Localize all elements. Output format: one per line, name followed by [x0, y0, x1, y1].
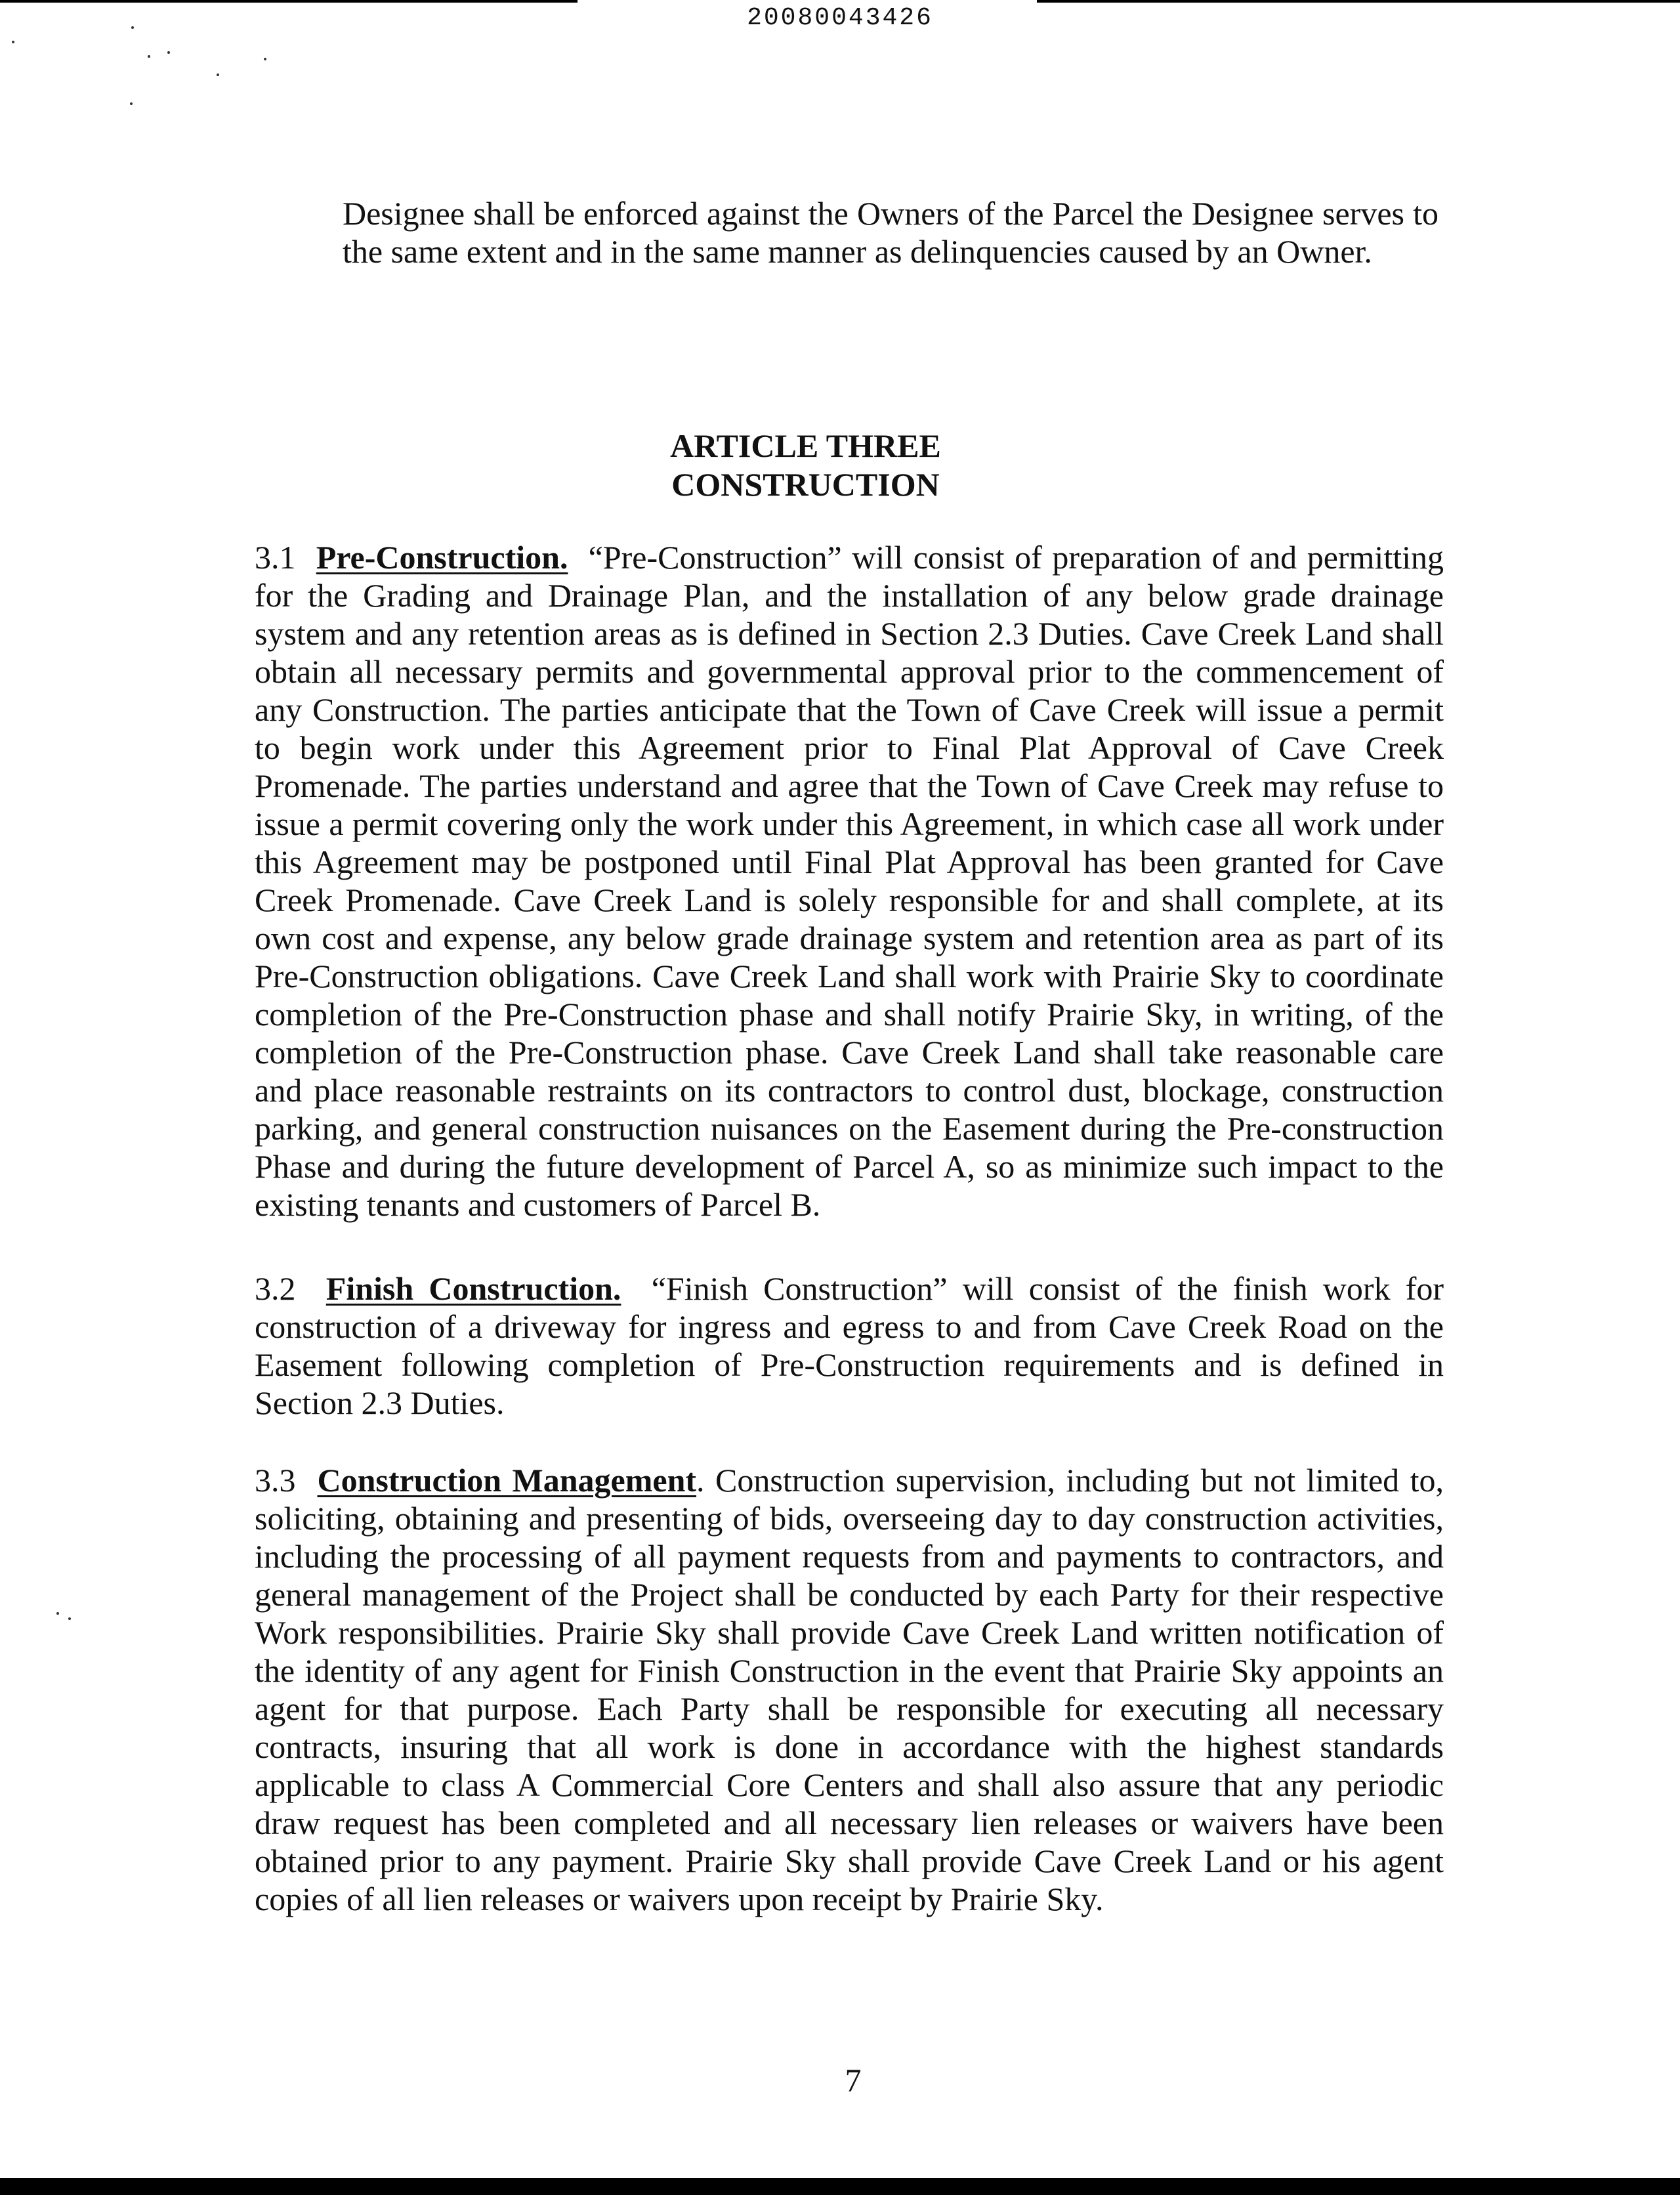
scan-speck: [12, 41, 14, 43]
section-text: “Pre-Construction” will consist of preparation of and permitting for the Grading and Drainage Plan, and the installation of any below grade drainage system and any retention areas as is defined in Section 2.3 Duties. Cave Creek Land shall obtain all necessary permits and governmental approval prior to the commencement of any Construction. The parties anticipate that the Town of Cave Creek will issue a permit to begin work under this Agreement prior to Final Plat Approval of Cave Creek Promenade. The parties understand and agree that the Town of Cave Creek may refuse to issue a permit covering only the work under this Agreement, in which case all work under this Agreement may be postponed until Final Plat Approval has been granted for Cave Creek Promenade. Cave Creek Land is solely responsible for and shall complete, at its own cost and expense, any below grade drainage system and retention area as part of its Pre-Construction obligations. Cave Creek Land shall work with Prairie Sky to coordinate completion of the Pre-Construction phase and shall notify Prairie Sky, in writing, of the completion of the Pre-Construction phase. Cave Creek Land shall take reasonable care and place reasonable restraints on its contractors to control dust, blockage, construction parking, and general construction nuisances on the Easement during the Pre-construction Phase and during the future development of Parcel A, so as minimize such impact to the existing tenants and customers of Parcel B.: [255, 539, 1444, 1223]
scan-speck: [56, 1612, 59, 1615]
carryover-paragraph: Designee shall be enforced against the Owners of the Parcel the Designee serves to the same extent and in the same manner as delinquencies caused by an Owner.: [343, 195, 1438, 270]
document-number: 20080043426: [747, 4, 933, 32]
bottom-scan-border: [0, 2178, 1680, 2195]
section-text: “Finish Construction” will consist of the finish work for construction of a driveway for ingress and egress to and from Cave Creek Road on the Easement following completion of Pre-Construction requirements and is defined in Section 2.3 Duties.: [255, 1270, 1444, 1421]
section-number: 3.2: [255, 1270, 296, 1307]
section-text: . Construction supervision, including but not limited to, soliciting, obtaining and presenting of bids, overseeing day to day construction activities, including the processing of all payment requests from and payments to contractors, and general management of the Project shall be conducted by each Party for their respective Work responsibilities. Prairie Sky shall provide Cave Creek Land written notification of the identity of any agent for Finish Construction in the event that Prairie Sky appoints an agent for that purpose. Each Party shall be responsible for executing all necessary contracts, insuring that all work is done in accordance with the highest standards applicable to class A Commercial Core Centers and shall also assure that any periodic draw request has been completed and all necessary lien releases or waivers have been obtained prior to any payment. Prairie Sky shall provide Cave Creek Land or his agent copies of all lien releases or waivers upon receipt by Prairie Sky.: [255, 1462, 1444, 1917]
section-number: 3.3: [255, 1462, 296, 1499]
scan-speck: [131, 26, 134, 29]
article-subheading: CONSTRUCTION: [671, 466, 940, 503]
section-number: 3.1: [255, 539, 296, 576]
article-heading: ARTICLE THREE: [670, 427, 941, 464]
scan-speck: [264, 58, 266, 60]
scan-speck: [130, 102, 133, 105]
scan-speck: [167, 51, 170, 54]
scan-speck: [148, 55, 150, 58]
section-3-2: [255, 1269, 1444, 1422]
section-title: Finish Construction.: [326, 1270, 621, 1307]
section-title: Construction Management: [317, 1462, 697, 1499]
section-3-1: [255, 538, 1444, 1224]
page-number: 7: [845, 2062, 862, 2099]
section-title: Pre-Construction.: [316, 539, 568, 576]
section-3-3: [255, 1461, 1444, 1918]
scan-speck: [68, 1617, 71, 1620]
scan-speck: [217, 74, 219, 76]
